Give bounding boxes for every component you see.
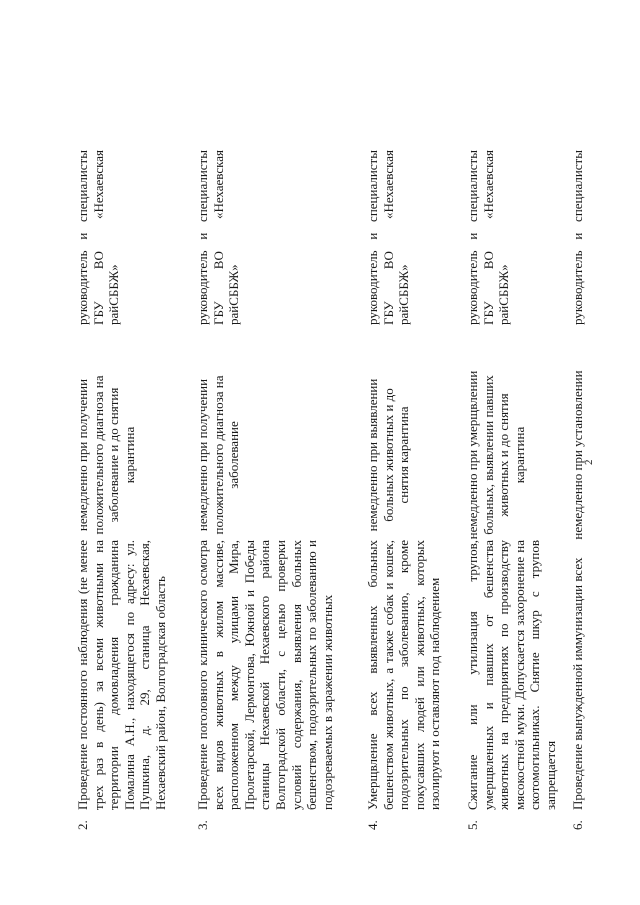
responsible-word: руководитель	[570, 250, 585, 325]
responsible-word: и	[195, 232, 210, 240]
responsible-text	[195, 150, 242, 325]
responsible-word: и	[75, 232, 90, 240]
responsible-text	[465, 150, 512, 325]
responsible-word: специалисты	[75, 150, 90, 222]
term-text: немедленно при получении положительного диагноза на заболевание и до снятия карантина	[75, 375, 137, 535]
responsible-word: руководитель	[195, 250, 210, 325]
responsible-line-1	[75, 150, 91, 325]
row-number: 3.	[195, 820, 210, 830]
responsible-line-1	[465, 150, 481, 325]
row-number: 5.	[465, 820, 480, 830]
responsible-word: специалисты	[195, 150, 210, 222]
responsible-line-2: ГБУ ВО «Нехаевская райСББЖ»	[480, 150, 512, 325]
responsible-line-2: ГБУ ВО «Нехаевская райСББЖ»	[90, 150, 122, 325]
responsible-word: и	[465, 232, 480, 240]
responsible-text	[75, 150, 122, 325]
responsible-word: специалисты	[365, 150, 380, 222]
row-number: 2.	[75, 820, 90, 830]
responsible-line-2: ГБУ ВО «Нехаевская райСББЖ»	[380, 150, 412, 325]
responsible-text	[570, 150, 586, 325]
term-text: немедленно при умерщвлении больных, выявлении павших животных и до снятия карантина	[465, 370, 527, 540]
responsible-word: специалисты	[465, 150, 480, 222]
row-number: 6.	[570, 820, 585, 830]
responsible-text	[365, 150, 412, 325]
responsible-word: руководитель	[465, 250, 480, 325]
responsible-line-1	[365, 150, 381, 325]
event-text: Проведение поголовного клинического осмотра всех видов животных в жилом массиве, расположенном между улицами Мира, Пролетарской, Лермонтова, Южной и Победы станицы Нехаевской Нехаевского района Волгоградской области, с целью проверки условий содержания, выявления больных бешенством, подозрительных по заболеванию и подозреваемых в заражении животных	[195, 540, 335, 810]
row-number: 4.	[365, 820, 380, 830]
event-text: Умерщвление всех выявленных больных бешенством животных, а также собак и кошек, подозрительных по заболеванию, кроме покусавших людей или животных, которых изолируют и оставляют под наблюдением	[365, 540, 443, 810]
responsible-line-2: ГБУ ВО «Нехаевская райСББЖ»	[210, 150, 242, 325]
event-text: Проведение вынужденной иммунизации всех	[570, 557, 585, 810]
responsible-word: руководитель	[365, 250, 380, 325]
responsible-word: и	[570, 232, 585, 240]
term-text: немедленно при установлении	[570, 370, 585, 540]
responsible-word: руководитель	[75, 250, 90, 325]
event-text: Проведение постоянного наблюдения (не менее трех раз в день) за всеми животными на территории домовладения гражданина Помалина А.Н., находящегося по адресу: ул. Пушкина, д. 29, станица Нехаевская, Нехаевский район, Волгоградская область	[75, 540, 168, 810]
responsible-line-1	[570, 150, 586, 325]
responsible-line-1	[195, 150, 211, 325]
term-text: немедленно при получении положительного диагноза на заболевание	[195, 375, 242, 535]
responsible-word: специалисты	[570, 150, 585, 222]
page-number: 2	[583, 459, 595, 465]
term-text: немедленно при выявлении больных животных и до снятия карантина	[365, 378, 412, 532]
event-text: Сжигание или утилизация трупов, умерщвленных и павших от бешенства животных на предприятиях по производству мясокостной муки. Допускается захоронение на скотомогильниках. Снятие шкур с трупов запрещается	[465, 540, 558, 810]
responsible-word: и	[365, 232, 380, 240]
